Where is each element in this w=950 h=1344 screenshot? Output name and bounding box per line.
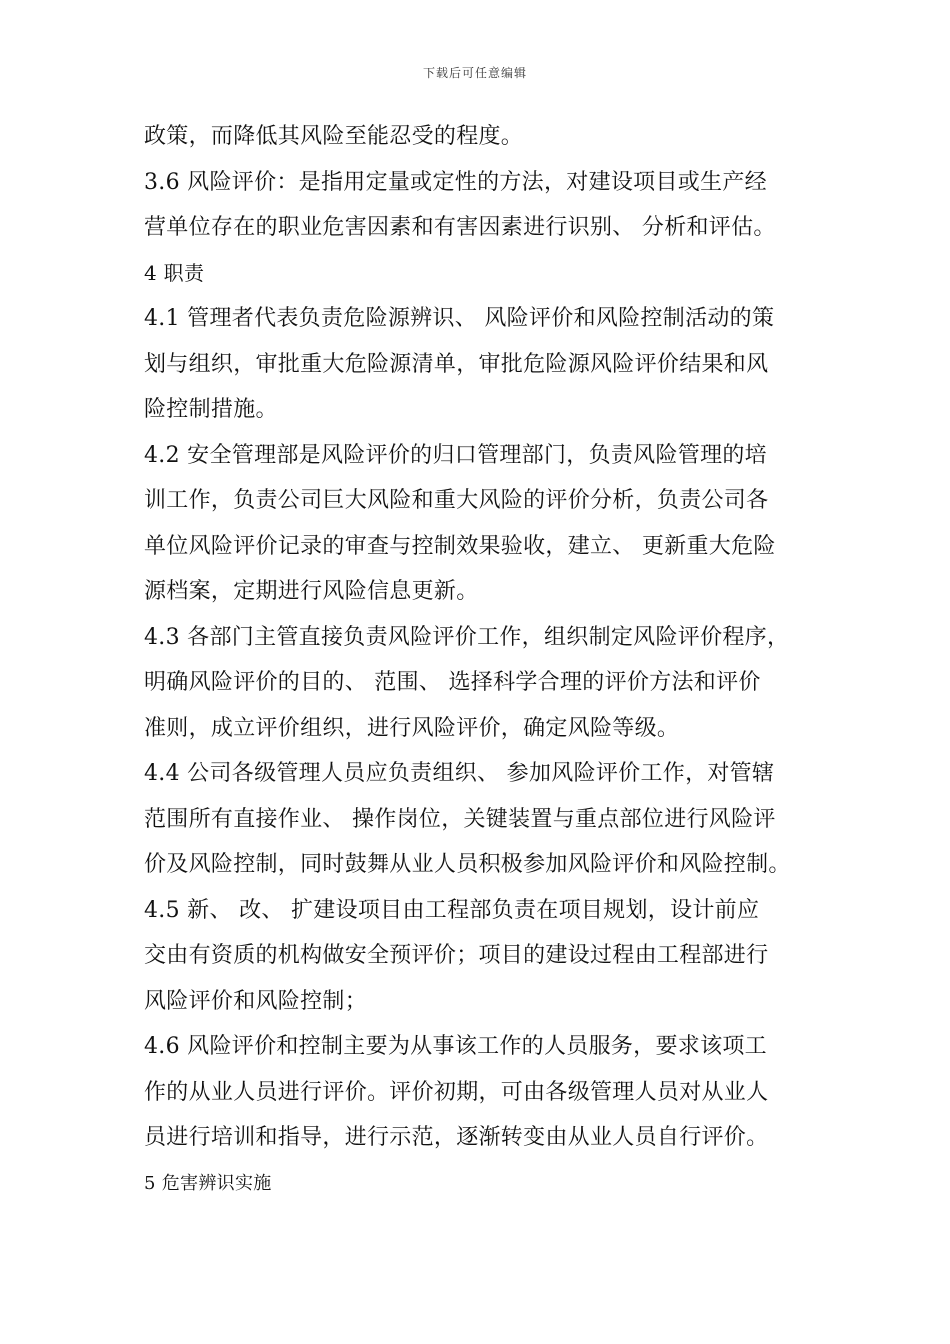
body-line: 员进行培训和指导，进行示范，逐渐转变由从业人员自行评价。	[144, 1125, 769, 1150]
section-heading: 4 职责	[144, 260, 205, 285]
body-line: 划与组织，审批重大危险源清单，审批危险源风险评价结果和风	[144, 351, 769, 377]
body-line: 交由有资质的机构做安全预评价；项目的建设过程由工程部进行	[144, 943, 769, 968]
body-line: 风险评价和风险控制；	[144, 988, 368, 1014]
body-line: 4.5 新、 改、 扩建设项目由工程部负责在项目规划，设计前应	[144, 897, 760, 923]
section-heading: 5 危害辨识实施	[144, 1172, 272, 1194]
body-line: 4.6 风险评价和控制主要为从事该工作的人员服务，要求该项工	[144, 1034, 767, 1059]
body-line: 准则，成立评价组织，进行风险评价，确定风险等级。	[144, 715, 680, 741]
body-line: 作的从业人员进行评价。评价初期，可由各级管理人员对从业人	[144, 1079, 769, 1105]
body-line: 4.4 公司各级管理人员应负责组织、 参加风险评价工作，对管辖	[144, 761, 775, 786]
document-body	[144, 114, 814, 1206]
body-line: 4.1 管理者代表负责危险源辨识、 风险评价和风险控制活动的策	[144, 306, 775, 331]
body-line: 营单位存在的职业危害因素和有害因素进行识别、 分析和评估。	[144, 215, 776, 240]
body-line: 源档案，定期进行风险信息更新。	[144, 579, 479, 604]
body-line: 训工作，负责公司巨大风险和重大风险的评价分析，负责公司各	[144, 488, 769, 513]
body-line: 价及风险控制，同时鼓舞从业人员积极参加风险评价和风险控制。	[144, 852, 791, 877]
page-header: 下载后可任意编辑	[422, 66, 527, 80]
body-line: 3.6 风险评价：是指用定量或定性的方法，对建设项目或生产经	[144, 169, 767, 195]
body-line: 险控制措施。	[144, 397, 278, 422]
body-line: 政策，而降低其风险至能忍受的程度。	[144, 124, 524, 149]
body-line: 范围所有直接作业、 操作岗位，关键装置与重点部位进行风险评	[144, 806, 776, 832]
body-line: 单位风险评价记录的审查与控制效果验收，建立、 更新重大危险	[144, 533, 776, 559]
body-line: 明确风险评价的目的、 范围、 选择科学合理的评价方法和评价	[144, 670, 761, 695]
body-line: 4.2 安全管理部是风险评价的归口管理部门，负责风险管理的培	[144, 442, 767, 468]
body-line: 4.3 各部门主管直接负责风险评价工作，组织制定风险评价程序，	[144, 624, 790, 650]
